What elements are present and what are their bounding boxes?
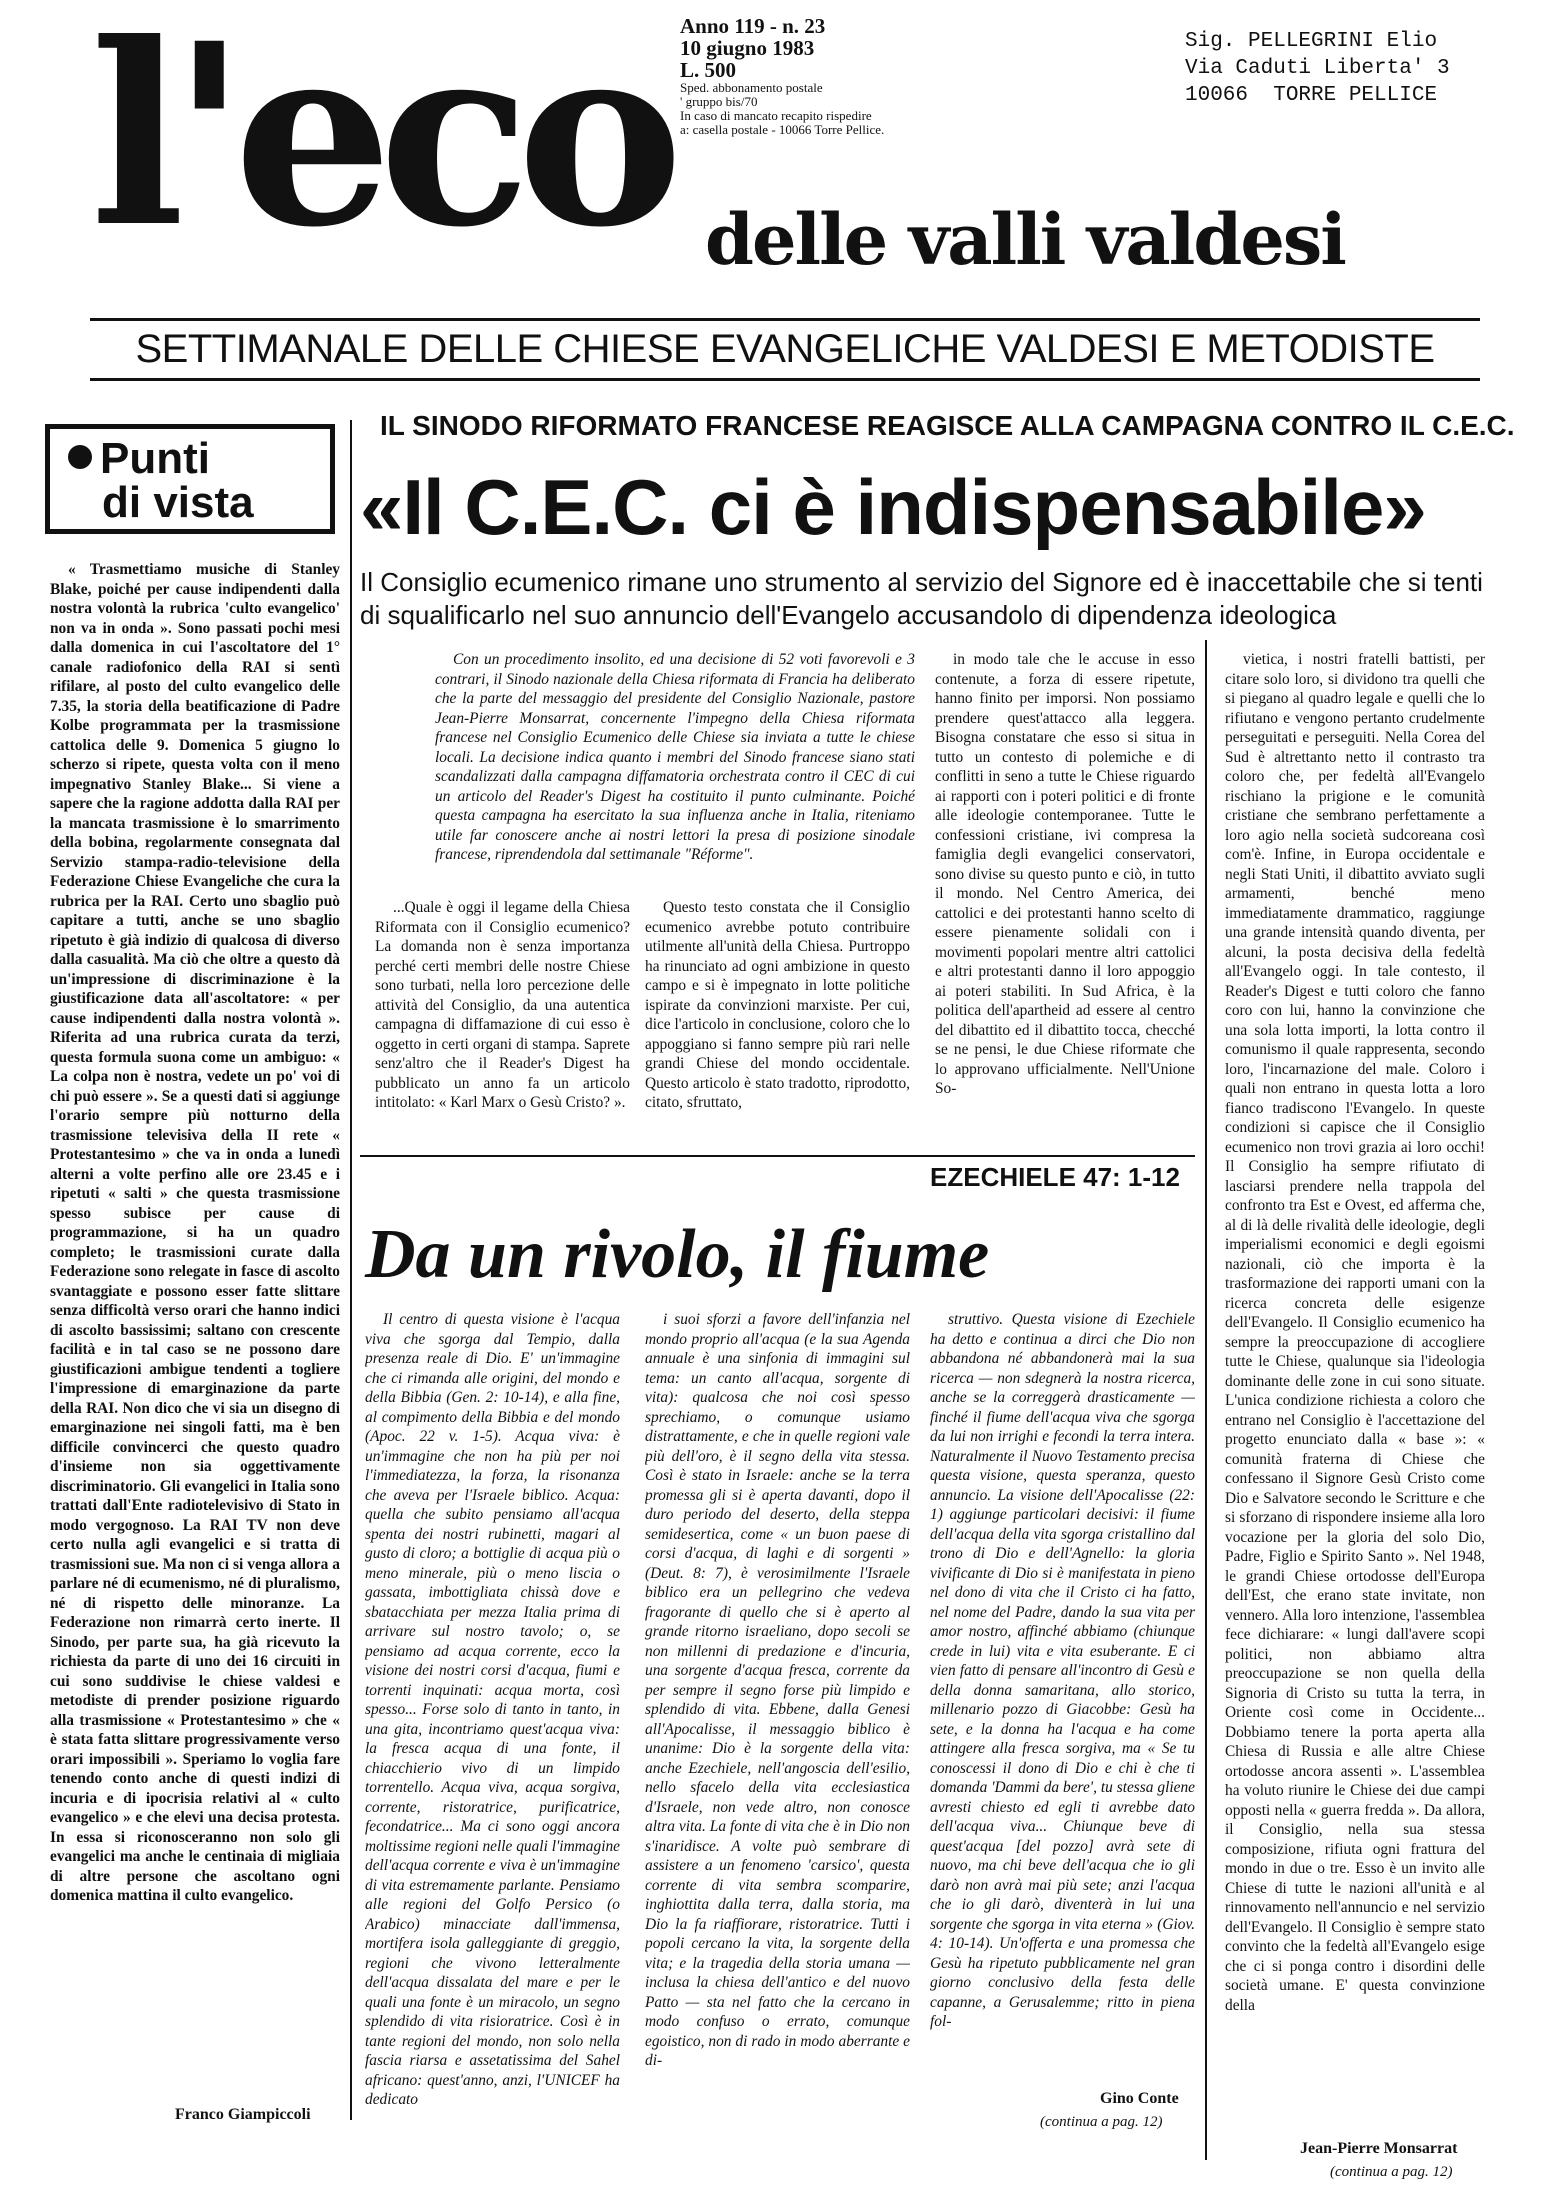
issue-volume: Anno 119 - n. 23	[680, 14, 826, 38]
cec-column-3	[935, 650, 1195, 1150]
ezechiele-column-3-text: struttivo. Questa visione di Ezechiele ha detto e continua a dirci che Dio non abbandona né abbandonerà mai la sua ricerca — non sdegnerà la nostra ricerca, anche se la correggerà drasticamente — finché il fiume dell'acqua viva che sgorga da lui non irrighi e fecondi la terra intera. Naturalmente il Nuovo Testamento precisa questa visione, questa speranza, questo annuncio. La visione dell'Apocalisse (22: 1) aggiunge particolari decisivi: il fiume dell'acqua della vita sgorga cristallino dal trono di Dio e dell'Agnello: la gloria vivificante di Dio si è manifestata in pieno nel dono di vita che il Cristo ci ha fatto, nel nome del Padre, dando la sua vita per amor nostro, affinché abbiamo (chiunque crede in lui) vita e vita esuberante. E ci vien fatto di pensare all'incontro di Gesù e della donna samaritana, allo storico, millenario pozzo di Giacobbe: Gesù ha sete, e la donna ha l'acqua e ha come attingere alla fresca sorgiva, ma « Se tu conoscessi il dono di Dio e chi è che ti domanda 'Dammi da bere', tu stessa gliene avresti chiesto ed egli ti avrebbe dato dell'acqua viva... Chiunque beve di quest'acqua [del pozzo] avrà sete di nuovo, ma chi beve dell'acqua che io gli darò non avrà mai più sete; anzi l'acqua che io gli darò, diventerà in lui una sorgente che sgorga in vita eterna » (Giov. 4: 10-14). Un'offerta e una promessa che Gesù ha ripetuto pubblicamente nel gran giorno conclusivo della festa delle capanne, a Gerusalemme; ritto in piena fol-	[930, 1311, 1195, 2030]
ezechiele-column-2	[645, 1310, 910, 2110]
ezechiele-column-1-text: Il centro di questa visione è l'acqua viva che sgorga dal Tempio, dalla presenza reale di Dio. E' un'immagine che ci rimanda alle origini, del mondo e della Bibbia (Gen. 2: 10-14), e alla fine, al compimento della Bibbia e del mondo (Apoc. 22 v. 1-5). Acqua viva: è un'immagine che non ha più per noi l'immediatezza, la forza, la risonanza che aveva per l'Israele biblico. Acqua: quella che subito pensiamo all'acqua spenta dei nostri rubinetti, magari al gusto di cloro; a bottiglie di acqua più o meno minerale, più o meno liscia o gassata, imbottigliata chissà dove e sbatacchiata per mezza Italia prima di arrivare sul nostro tavolo; o, se pensiamo ad acqua corrente, ecco la visione dei nostri corsi d'acqua, fiumi e torrenti inquinati: acqua morta, così spesso... Forse solo di tanto in tanto, in una gita, incontriamo quest'acqua viva: la fresca acqua di una fonte, il chiacchierio vivo di un limpido torrentello. Acqua viva, acqua sorgiva, corrente, ristoratrice, purificatrice, fecondatrice... Ma ci sono oggi ancora moltissime regioni nelle quali l'immagine dell'acqua corrente e viva è un'immagine di vita estremamente parlante. Pensiamo alle regioni del Golfo Persico (o Arabico) minacciate dall'immensa, mortifera isola galleggiante di greggio, regioni che vivono letteralmente dell'acqua dissalata del mare e per le quali una fonte è un miracolo, un segno splendido di vita risioratrice. Così è in tante regioni del mondo, non solo nella fascia riarsa e assetatissima del Sahel africano: quest'anno, anzi, l'UNICEF ha dedicato	[365, 1311, 620, 2108]
ezechiele-column-2-text: i suoi sforzi a favore dell'infanzia nel mondo proprio all'acqua (e la sua Agenda annuale è una sinfonia di immagini sul tema: un canto all'acqua, sorgente di vita): qualcosa che noi così spesso sprechiamo, o comunque usiamo distrattamente, e che in quelle regioni vale più dell'oro, è il segno della vita stessa. Così è stato in Israele: anche se la terra promessa gli si è aperta davanti, dopo il duro periodo del deserto, della steppa semidesertica, come « un buon paese di corsi d'acqua, di laghi e di sorgenti » (Deut. 8: 7), è verosimilmente l'Israele biblico era un pellegrino che vedeva fragorante di quello che si è aperto al grande ritorno israeliano, dopo secoli se non millenni di predazione e d'incuria, una sorgente d'acqua fresca, corrente da per sempre il segno forse più limpido e splendido di vita. Ebbene, dalla Genesi all'Apocalisse, il messaggio biblico è unanime: Dio è la sorgente della vita: anche Ezechiele, nell'angoscia dell'esilio, nello sfacelo della vita ecclesiastica d'Israele, non vede altro, non conosce altra vita. La fonte di vita che è in Dio non s'inaridisce. A volte può sembrare di assistere a un fenomeno 'carsico', questa corrente di vita sembra scomparire, inghiottita dalla terra, dalla storia, ma Dio la fa riaffiorare, ristoratrice. Tutti i popoli cercano la vita, la sorgente della vita; e la tragedia della storia umana — inclusa la chiesa dell'antico e del nuovo Patto — sta nel fatto che la cercano in modo confuso o errato, comunque egoistico, non di rado in modo aberrante e di-	[645, 1311, 910, 2069]
ezechiele-column-3	[930, 1310, 1195, 2080]
punti-article	[50, 560, 340, 2100]
cec-standfirst: Il Consiglio ecumenico rimane uno strumento al servizio del Signore ed è inaccettabile che si tenti di squalificarlo nel suo annuncio dell'Evangelo accusandolo di dipendenza ideologica	[360, 567, 1483, 630]
masthead-title: l'eco	[90, 0, 670, 282]
issue-postal-line-2: ' gruppo bis/70	[680, 94, 758, 109]
column-divider	[350, 420, 352, 2120]
address-label: Sig. PELLEGRINI Elio Via Caduti Liberta' 3 10066 TORRE PELLICE	[1185, 30, 1450, 107]
issue-price: L. 500	[680, 58, 737, 82]
cec-column-4-text: vietica, i nostri fratelli battisti, per citare solo loro, si dividono tra quelli che si piegano al quadro legale e quelli che lo rifiutano e vengono pertanto crudelmente perseguitati e perseguiti. Nella Corea del Sud è altrettanto netto il contrasto tra coloro che, per fedeltà all'Evangelo rischiano la prigione e le comunità cristiane che sembrano perfettamente a loro agio nella società sudcoreana così com'è. Infine, in Europa occidentale e negli Stati Uniti, il dibattito avviato sugli armamenti, benché meno immediatamente drammatico, raggiunge una grande intensità quando diventa, per alcuni, la posta decisiva della fedeltà all'Evangelo oggi. In tale contesto, il Reader's Digest e tutti coloro che fanno coro con lui, hanno la convinzione che una sola lotta importi, la lotta contro il comunismo il quale rappresenta, secondo loro, l'incarnazione del male. Coloro i quali non entrano in questa lotta a loro fianco tradiscono l'Evangelo. In queste condizioni si capisce che il Consiglio ecumenico non trovi grazia ai loro occhi! Il Consiglio ha sempre rifiutato di lasciarsi prendere nella trappola del confronto tra Est e Ovest, ed afferma che, al di là delle rivalità delle ideologie, degli imperialismi economici e degli egoismi nazionali, ciò che importa è la trasformazione dei rapporti umani con la ricerca concreta delle esigenze dell'Evangelo. Il Consiglio ecumenico ha sempre la preoccupazione di accogliere tutte le Chiese, qualunque sia l'ideologia dominante delle zone in cui sono situate. L'unica condizione richiesta a coloro che entrano nel Consiglio è l'accettazione del progetto enunciato dalla « base »: « comunità fraterna di Chiese che confessano il Signore Gesù Cristo come Dio e Salvatore secondo le Scritture e che si sforzano di rispondere insieme alla loro vocazione per la gloria del solo Dio, Padre, Figlio e Spirito Santo ». Nel 1948, le grandi Chiese ortodosse dell'Europa dell'Est, che erano state invitate, non vennero. Alla loro intenzione, l'assemblea fece dichiarare: « lungi dall'avere scopi politici, non abbiamo altra preoccupazione se non quella della Signoria di Cristo su tutta la terra, in Oriente così come in Occidente... Dobbiamo tenere la porta aperta alla Chiesa di Russia e alle altre Chiese ortodosse ancora assenti ». L'assemblea ha voluto riunire le Chiese dei due campi opposti nella « guerra fredda ». Da allora, il Consiglio, nella sua stessa composizione, rifiuta ogni frattura del mondo in due o tre. Esso è un invito alle Chiese di tutte le nazioni all'unità e al rinnovamento nell'annuncio e nel servizio dell'Evangelo. Il Consiglio è sempre stato convinto che la fedeltà all'Evangelo esige che ci si ponga contro i disordini delle società umane. E' questa convinzione della	[1225, 651, 1485, 2014]
masthead-rule-top	[90, 318, 1480, 321]
cec-author: Jean-Pierre Monsarrat	[1300, 2140, 1458, 2157]
cec-continued: (continua a pag. 12)	[1330, 2164, 1453, 2180]
punti-body: « Trasmettiamo musiche di Stanley Blake, poiché per cause indipendenti dalla nostra volontà la rubrica 'culto evangelico' non va in onda ». Sono passati pochi mesi dalla domenica in cui l'ascoltatore del 1° canale radiofonico della RAI si sentì rifilare, al posto del culto evangelico delle 7.35, la storia della beatificazione di Padre Kolbe programmata per la trasmissione cattolica delle 9. Domenica 5 giugno lo scherzo si ripete, questa volta con il meno impegnativo Stanley Blake... Si viene a sapere che la ragione addotta dalla RAI per la mancata trasmissione è lo smarrimento della bobina, regolarmente consegnata dal Servizio stampa-radio-televisione della Federazione Chiese Evangeliche che cura la rubrica per la RAI. Certo uno sbaglio può capitare a tutti, anche se uno sbaglio ripetuto è già indizio di qualcosa di diverso dalla casualità. Ma ciò che oltre a questo dà un'impressione di discriminazione è la giustificazione data all'ascoltatore: « per cause indipendenti dalla nostra volontà ». Riferita ad una rubrica curata da terzi, questa formula suona come un ambiguo: « La colpa non è nostra, vedete un po' voi di chi può essere ». Se a questi dati si aggiunge l'orario sempre più notturno della trasmissione televisiva della II rete « Protestantesimo » che va in onda a lunedì alterni a volte perfino alle ore 23.45 e i ripetuti « salti » che questa trasmissione spesso subisce per cause di programmazione, si ha un quadro completo; le trasmissioni curate dalla Federazione sono relegate in fasce di ascolto svantaggiate e possono esser fatte slittare senza difficoltà verso orari che hanno indici di ascolto bassissimi; saltano con crescente facilità e in tal caso se ne possono dare giustificazioni ambigue tendenti a togliere l'impressione di emarginazione da parte della RAI. Non dico che vi sia un disegno di emarginazione nei singoli fatti, ma è ben difficile convincerci che questo quadro d'insieme non sia oggettivamente discriminatorio. Gli evangelici in Italia sono trattati dall'Ente radiotelevisivo di Stato in modo vergognoso. La RAI TV non deve certo nulla agli evangelici e si tratta di trasmissioni sue. Ma non ci si venga allora a parlare né di ecumenismo, né di pluralismo, né di rispetto delle minoranze. La Federazione non rimarrà certo inerte. Il Sinodo, per parte sua, ha già ricevuto la richiesta da parte di uno dei 16 circuiti in cui sono suddivise le chiese valdesi e metodiste di prender posizione riguardo alla trasmissione « Protestantesimo » che « è stata fatta slittare progressivamente verso orari impossibili ». Speriamo lo voglia fare tenendo conto anche di questi indizi di incuria e di ipocrisia relativi al « culto evangelico » e che elevi una decisa protesta. In essa si riconosceranno non solo gli evangelici ma anche le centinaia di migliaia di altre persone che ascoltano ogni domenica mattina il culto evangelico.	[50, 561, 340, 1904]
bullet-icon	[68, 445, 92, 469]
cec-column-2	[645, 898, 910, 1148]
punti-author: Franco Giampiccoli	[175, 2106, 311, 2123]
cec-headline: «Il C.E.C. ci è indispensabile»	[360, 463, 1426, 551]
punti-di-vista-box	[45, 424, 335, 534]
cec-intro-text: Con un procedimento insolito, ed una decisione di 52 voti favorevoli e 3 contrari, il Sinodo nazionale della Chiesa riformata di Francia ha deliberato che la parte del messaggio del presidente del Consiglio Nazionale, pastore Jean-Pierre Monsarrat, concernente l'impegno della Chiesa riformata francese nel Consiglio Ecumenico delle Chiese sia inviata a tutte le chiese locali. La decisione indica quanto i membri del Sinodo francese siano stati scandalizzati dalla campagna diffamatoria orchestrata contro il CEC di cui un articolo del Reader's Digest ha costituito il punto culminante. Poiché questa campagna ha esercitato la sua influenza anche in Italia, riteniamo utile far conoscere anche ai nostri lettori la presa di posizione sinodale francese, riprendendola dal settimanale "Réforme".	[435, 651, 915, 863]
ezechiele-column-1	[365, 1310, 620, 2110]
punti-title-line-2: di vista	[102, 478, 254, 527]
issue-postal-line-1: Sped. abbonamento postale	[680, 80, 823, 95]
issue-return-line-1: In caso di mancato recapito rispedire	[680, 108, 872, 123]
ezechiele-headline: Da un rivolo, il fiume	[365, 1216, 990, 1293]
issue-date: 10 giugno 1983	[680, 36, 815, 60]
ezechiele-kicker: EZECHIELE 47: 1-12	[930, 1162, 1180, 1192]
masthead-rule-bottom	[90, 378, 1480, 381]
ezechiele-author: Gino Conte	[1100, 2090, 1179, 2107]
cec-column-divider	[1205, 640, 1207, 2160]
issue-return-line-2: a: casella postale - 10066 Torre Pellice.	[680, 122, 885, 137]
cec-column-3-text: in modo tale che le accuse in esso contenute, a forza di essere ripetute, hanno finito per imporsi. Non possiamo prendere quest'attacco alla leggera. Bisogna constatare che esso si situa in tutto un contesto di polemiche e di conflitti in seno a tutte le Chiese riguardo ai rapporti con i poteri politici e di fronte alle ideologie contemporanee. Tutte le confessioni cristiane, ivi compresa la famiglia degli evangelici conservatori, sono divise su questo punto e ciò, in tutto il mondo. Nel Centro America, dei cattolici e dei protestanti hanno scelto di essere pienamente solidali con i movimenti popolari mentre altri cattolici e altri protestanti danno il loro appoggio ai poteri stabiliti. In Sud Africa, è la politica dell'apartheid ad essere al centro del dibattito ed il dibattito tocca, checché se ne pensi, le due Chiese riformate che lo approvano ufficialmente. Nell'Unione So-	[935, 651, 1195, 1097]
cec-kicker: IL SINODO RIFORMATO FRANCESE REAGISCE ALLA CAMPAGNA CONTRO IL C.E.C.	[380, 410, 1515, 441]
cec-column-1	[375, 898, 630, 1148]
cec-intro	[435, 650, 915, 890]
cec-column-4	[1225, 650, 1485, 2110]
issue-info	[680, 15, 1000, 137]
ezechiele-continued: (continua a pag. 12)	[1040, 2114, 1163, 2130]
masthead-subtitle: delle valli valdesi	[705, 198, 1345, 281]
ezechiele-rule	[360, 1155, 1195, 1157]
cec-column-2-text: Questo testo constata che il Consiglio ecumenico avrebbe potuto contribuire utilmente all'unità della Chiesa. Purtroppo ha rinunciato ad ogni ambizione in questo campo e si è impegnato in lotte politiche ispirate da convinzioni marxiste. Per cui, dice l'articolo in conclusione, coloro che lo appoggiano si fanno sempre più rari nelle grandi Chiese del mondo occidentale. Questo articolo è stato tradotto, riprodotto, citato, sfruttato,	[645, 899, 910, 1111]
punti-title-line-1: Punti	[100, 434, 210, 483]
masthead-tagline: SETTIMANALE DELLE CHIESE EVANGELICHE VALDESI E METODISTE	[135, 327, 1435, 371]
cec-column-1-text: ...Quale è oggi il legame della Chiesa Riformata con il Consiglio ecumenico? La domanda non è senza importanza perché certi membri delle nostre Chiese sono turbati, nella loro percezione delle attività del Consiglio, da una autentica campagna di diffamazione di cui esso è oggetto in certi organi di stampa. Saprete senz'altro che il Reader's Digest ha pubblicato un anno fa un articolo intitolato: « Karl Marx o Gesù Cristo? ».	[375, 899, 630, 1111]
